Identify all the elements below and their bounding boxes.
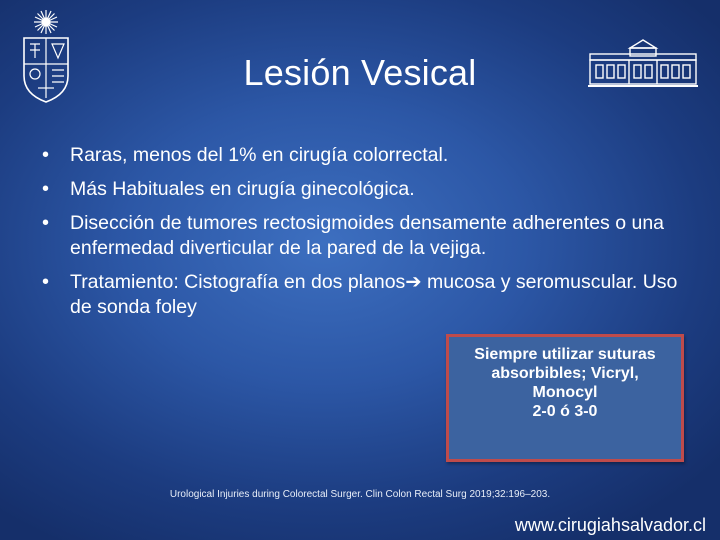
bullet-item: • Disección de tumores rectosigmoides densamente adherentes o una enfermedad diverticular de la pared de la vejiga. [42, 211, 682, 261]
suture-callout-box [446, 334, 684, 462]
arrow-right-icon: ➔ [405, 271, 422, 293]
website-url: www.cirugiahsalvador.cl [514, 515, 706, 535]
bullet-item-treatment [42, 270, 682, 320]
callout-line: 2-0 ó 3-0 [532, 403, 598, 420]
callout-line: Monocyl [532, 384, 598, 401]
bullet-item: • Más Habituales en cirugía ginecológica. [42, 177, 682, 202]
bullet-item: • Raras, menos del 1% en cirugía colorrectal. [42, 143, 682, 168]
treatment-text-start: Tratamiento: Cistografía en dos planos [70, 271, 406, 293]
slide-title: Lesión Vesical [243, 52, 477, 93]
treatment-text-end: mucosa y seromuscular. Uso de sonda foley [70, 271, 678, 318]
callout-text [474, 345, 655, 421]
callout-line: absorbibles; Vicryl, [491, 365, 639, 382]
callout-line: Siempre utilizar suturas [474, 346, 656, 363]
citation: Urological Injuries during Colorectal Surger. Clin Colon Rectal Surg 2019;32:196–203. [169, 489, 551, 500]
bullet-list [42, 143, 682, 329]
